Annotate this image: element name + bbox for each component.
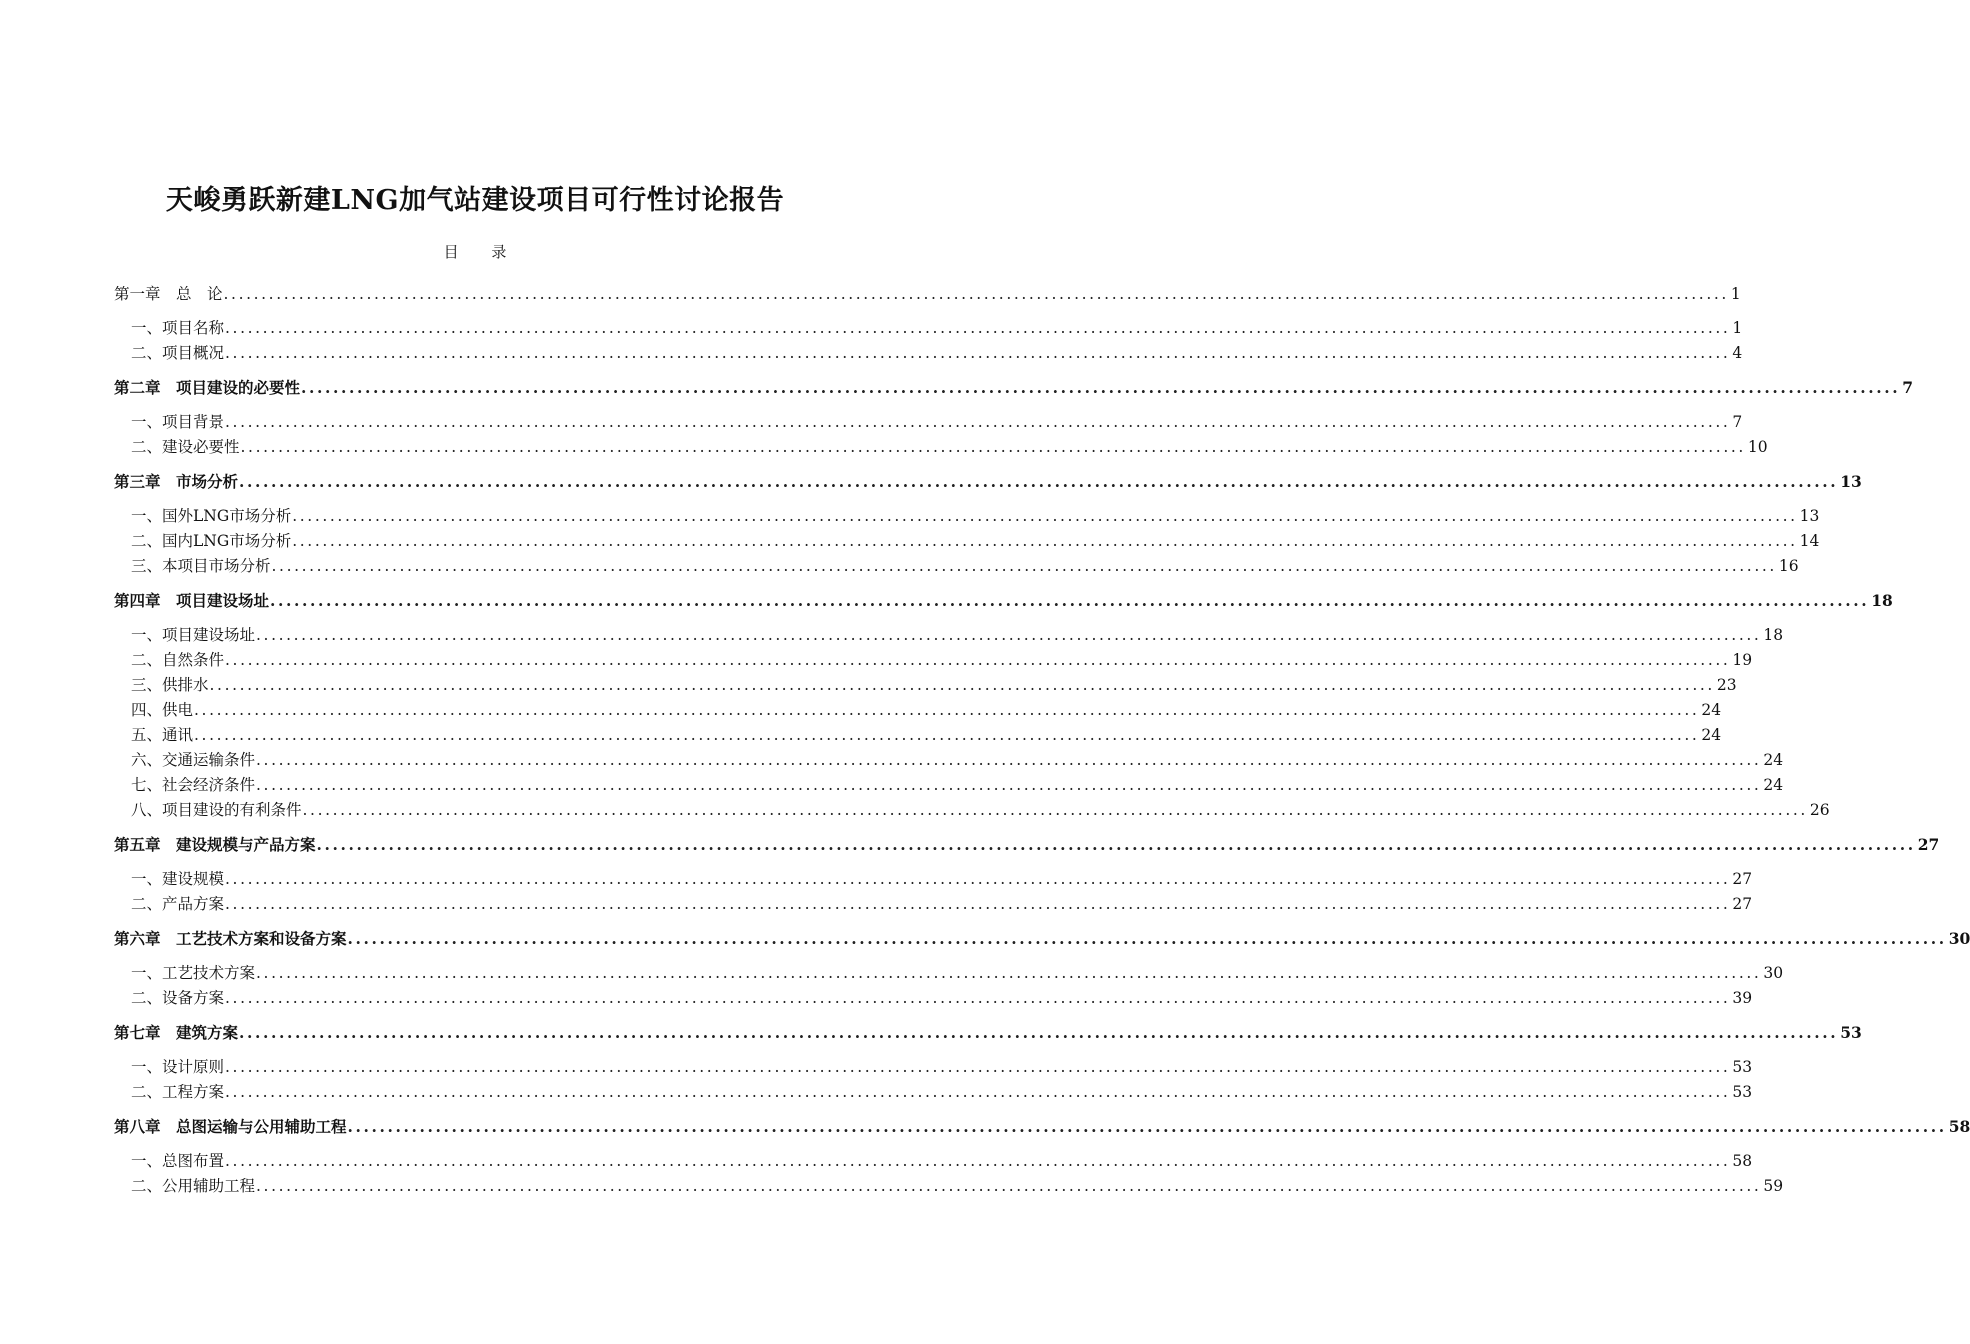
toc-section-entry[interactable] — [131, 1056, 1753, 1078]
toc-chapter-entry[interactable] — [114, 834, 1940, 856]
toc-section-entry[interactable] — [131, 436, 1768, 458]
toc-section-entry[interactable] — [131, 1081, 1753, 1103]
toc-section-entry[interactable] — [131, 530, 1820, 552]
toc-page-number: 26 — [1809, 801, 1830, 819]
toc-dot-leader: ........................................................................................................................................................................................................ — [225, 319, 1731, 337]
toc-section-entry[interactable] — [131, 699, 1722, 721]
toc-entry-label: 三、本项目市场分析 — [131, 557, 271, 575]
toc-heading: 目 录 — [443, 243, 521, 261]
toc-entry-label: 二、国内LNG市场分析 — [131, 532, 292, 550]
toc-section-entry[interactable] — [131, 799, 1830, 821]
toc-entry-label: 八、项目建设的有利条件 — [131, 801, 302, 819]
toc-dot-leader: ........................................................................................................................................................................................................ — [256, 626, 1762, 644]
toc-dot-leader: ........................................................................................................................................................................................................ — [239, 472, 1839, 491]
toc-dot-leader: ........................................................................................................................................................................................................ — [225, 1083, 1731, 1101]
toc-page-number: 24 — [1763, 776, 1784, 794]
toc-section-entry[interactable] — [131, 411, 1743, 433]
toc-page-number: 30 — [1763, 964, 1784, 982]
toc-dot-leader: ........................................................................................................................................................................................................ — [209, 676, 1715, 694]
toc-section-entry[interactable] — [131, 774, 1784, 796]
toc-entry-label: 二、项目概况 — [131, 344, 225, 362]
toc-dot-leader: ........................................................................................................................................................................................................ — [256, 776, 1762, 794]
toc-dot-leader: ........................................................................................................................................................................................................ — [256, 751, 1762, 769]
toc-entry-label: 第六章 工艺技术方案和设备方案 — [114, 929, 347, 948]
toc-page-number: 23 — [1716, 676, 1737, 694]
toc-entry-label: 二、自然条件 — [131, 651, 225, 669]
toc-dot-leader: ........................................................................................................................................................................................................ — [347, 1117, 1947, 1136]
toc-page-number: 39 — [1732, 989, 1753, 1007]
toc-page-number: 13 — [1799, 507, 1820, 525]
toc-entry-label: 二、设备方案 — [131, 989, 225, 1007]
toc-dot-leader: ........................................................................................................................................................................................................ — [225, 870, 1731, 888]
toc-entry-label: 第五章 建设规模与产品方案 — [114, 835, 316, 854]
toc-page-number: 58 — [1732, 1152, 1753, 1170]
toc-dot-leader: ........................................................................................................................................................................................................ — [270, 591, 1870, 610]
toc-dot-leader: ........................................................................................................................................................................................................ — [225, 989, 1731, 1007]
toc-page-number: 58 — [1948, 1117, 1970, 1136]
toc-page-number: 24 — [1701, 726, 1722, 744]
toc-dot-leader: ........................................................................................................................................................................................................ — [347, 929, 1947, 948]
toc-chapter-entry[interactable] — [114, 590, 1893, 612]
toc-dot-leader: ........................................................................................................................................................................................................ — [256, 1177, 1762, 1195]
toc-entry-label: 四、供电 — [131, 701, 194, 719]
toc-dot-leader: ........................................................................................................................................................................................................ — [292, 532, 1798, 550]
toc-page-number: 16 — [1778, 557, 1799, 575]
toc-chapter-entry[interactable] — [114, 928, 1970, 950]
toc-page-number: 13 — [1840, 472, 1862, 491]
toc-section-entry[interactable] — [131, 649, 1753, 671]
toc-dot-leader: ........................................................................................................................................................................................................ — [194, 726, 1700, 744]
toc-entry-label: 七、社会经济条件 — [131, 776, 256, 794]
toc-entry-label: 第二章 项目建设的必要性 — [114, 378, 301, 397]
toc-entry-label: 一、总图布置 — [131, 1152, 225, 1170]
toc-entry-label: 一、项目名称 — [131, 319, 225, 337]
toc-chapter-entry[interactable] — [114, 377, 1914, 399]
toc-entry-label: 第三章 市场分析 — [114, 472, 239, 491]
toc-entry-label: 二、工程方案 — [131, 1083, 225, 1101]
toc-section-entry[interactable] — [131, 317, 1743, 339]
toc-section-entry[interactable] — [131, 624, 1784, 646]
toc-page-number: 18 — [1871, 591, 1893, 610]
toc-page-number: 27 — [1732, 870, 1753, 888]
toc-page-number: 7 — [1902, 378, 1914, 397]
toc-entry-label: 二、建设必要性 — [131, 438, 240, 456]
toc-page-number: 19 — [1732, 651, 1753, 669]
toc-entry-label: 二、产品方案 — [131, 895, 225, 913]
toc-dot-leader: ........................................................................................................................................................................................................ — [302, 801, 1808, 819]
toc-entry-label: 六、交通运输条件 — [131, 751, 256, 769]
toc-dot-leader: ........................................................................................................................................................................................................ — [194, 701, 1700, 719]
toc-dot-leader: ........................................................................................................................................................................................................ — [225, 1058, 1731, 1076]
toc-entry-label: 一、建设规模 — [131, 870, 225, 888]
toc-dot-leader: ........................................................................................................................................................................................................ — [271, 557, 1777, 575]
toc-page-number: 10 — [1747, 438, 1768, 456]
toc-dot-leader: ........................................................................................................................................................................................................ — [225, 895, 1731, 913]
toc-dot-leader: ........................................................................................................................................................................................................ — [301, 378, 1901, 397]
toc-chapter-entry[interactable] — [114, 1116, 1970, 1138]
toc-entry-label: 三、供排水 — [131, 676, 209, 694]
toc-dot-leader: ........................................................................................................................................................................................................ — [225, 651, 1731, 669]
toc-dot-leader: ........................................................................................................................................................................................................ — [223, 285, 1729, 303]
toc-dot-leader: ........................................................................................................................................................................................................ — [225, 344, 1731, 362]
toc-page-number: 30 — [1948, 929, 1970, 948]
toc-section-entry[interactable] — [131, 555, 1799, 577]
toc-section-entry[interactable] — [131, 505, 1820, 527]
toc-page-number: 4 — [1732, 344, 1743, 362]
toc-page-number: 59 — [1763, 1177, 1784, 1195]
toc-dot-leader: ........................................................................................................................................................................................................ — [225, 413, 1731, 431]
toc-section-entry[interactable] — [131, 868, 1753, 890]
toc-entry-label: 一、工艺技术方案 — [131, 964, 256, 982]
toc-entry-label: 五、通讯 — [131, 726, 194, 744]
toc-page-number: 53 — [1840, 1023, 1862, 1042]
toc-dot-leader: ........................................................................................................................................................................................................ — [240, 438, 1746, 456]
toc-entry-label: 一、项目建设场址 — [131, 626, 256, 644]
toc-entry-label: 第四章 项目建设场址 — [114, 591, 270, 610]
toc-entry-label: 一、项目背景 — [131, 413, 225, 431]
toc-entry-label: 第七章 建筑方案 — [114, 1023, 239, 1042]
toc-entry-label: 二、公用辅助工程 — [131, 1177, 256, 1195]
toc-page-number: 24 — [1701, 701, 1722, 719]
toc-chapter-entry[interactable] — [114, 283, 1741, 305]
toc-section-entry[interactable] — [131, 749, 1784, 771]
toc-page-number: 53 — [1732, 1083, 1753, 1101]
document-title: 天峻勇跃新建LNG加气站建设项目可行性讨论报告 — [165, 185, 785, 216]
toc-section-entry[interactable] — [131, 724, 1722, 746]
toc-page-number: 1 — [1732, 319, 1743, 337]
toc-page-number: 53 — [1732, 1058, 1753, 1076]
toc-entry-label: 一、设计原则 — [131, 1058, 225, 1076]
toc-dot-leader: ........................................................................................................................................................................................................ — [239, 1023, 1839, 1042]
toc-dot-leader: ........................................................................................................................................................................................................ — [316, 835, 1916, 854]
toc-section-entry[interactable] — [131, 893, 1753, 915]
toc-page-number: 18 — [1763, 626, 1784, 644]
toc-chapter-entry[interactable] — [114, 1022, 1862, 1044]
toc-section-entry[interactable] — [131, 1175, 1784, 1197]
toc-entry-label: 一、国外LNG市场分析 — [131, 507, 292, 525]
toc-section-entry[interactable] — [131, 1150, 1753, 1172]
toc-dot-leader: ........................................................................................................................................................................................................ — [256, 964, 1762, 982]
toc-section-entry[interactable] — [131, 342, 1743, 364]
toc-page-number: 1 — [1730, 285, 1741, 303]
toc-page-number: 27 — [1917, 835, 1940, 854]
toc-page-number: 24 — [1763, 751, 1784, 769]
toc-entry-label: 第一章 总 论 — [114, 285, 223, 303]
toc-entry-label: 第八章 总图运输与公用辅助工程 — [114, 1117, 347, 1136]
toc-section-entry[interactable] — [131, 987, 1753, 1009]
toc-dot-leader: ........................................................................................................................................................................................................ — [225, 1152, 1731, 1170]
toc-page-number: 14 — [1799, 532, 1820, 550]
toc-page-number: 27 — [1732, 895, 1753, 913]
toc-section-entry[interactable] — [131, 674, 1737, 696]
toc-section-entry[interactable] — [131, 962, 1784, 984]
toc-chapter-entry[interactable] — [114, 471, 1862, 493]
toc-dot-leader: ........................................................................................................................................................................................................ — [292, 507, 1798, 525]
toc-page-number: 7 — [1732, 413, 1743, 431]
